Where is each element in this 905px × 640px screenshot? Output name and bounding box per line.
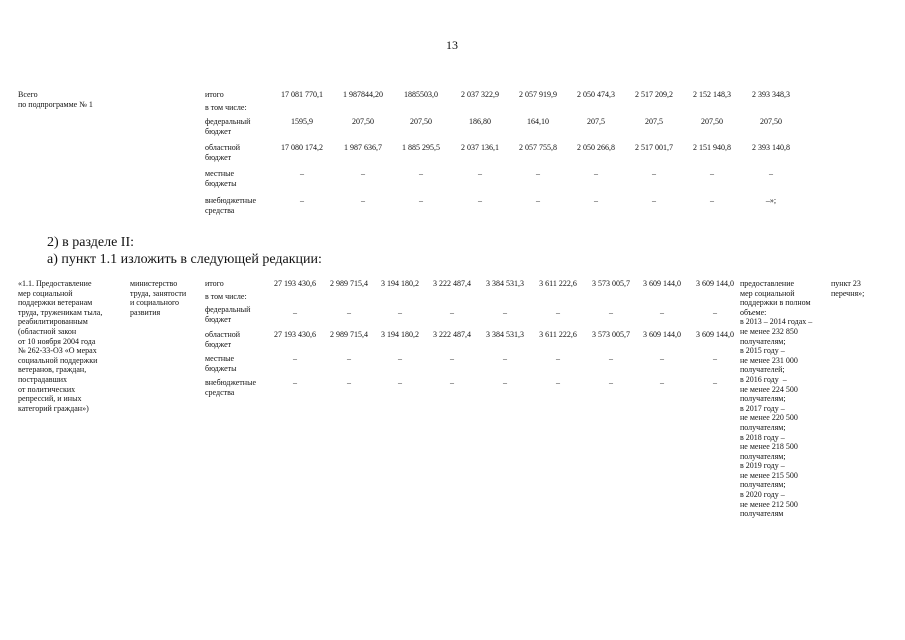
top-cell: 207,5 [587, 117, 605, 126]
top-cell: –»; [765, 196, 777, 205]
bottom-cell: – [556, 354, 560, 363]
top-cell: 207,50 [410, 117, 432, 126]
top-row-1-label: в том числе: [205, 103, 247, 112]
bottom-cell: 3 194 180,2 [381, 279, 419, 288]
top-cell: 2 393 348,3 [752, 90, 790, 99]
bottom-cell: – [347, 308, 351, 317]
top-cell: – [536, 169, 540, 178]
top-cell: – [594, 169, 598, 178]
top-cell: – [710, 169, 714, 178]
top-cell: 2 517 209,2 [635, 90, 673, 99]
bottom-cell: 3 611 222,6 [539, 279, 577, 288]
bottom-row-2-label: федеральный бюджет [205, 305, 251, 324]
bottom-cell: – [713, 354, 717, 363]
bottom-cell: 3 222 487,4 [433, 330, 471, 339]
top-cell: 186,80 [469, 117, 491, 126]
bottom-cell: – [450, 308, 454, 317]
bottom-cell: – [660, 378, 664, 387]
top-cell: 2 057 755,8 [519, 143, 557, 152]
bottom-cell: 3 611 222,6 [539, 330, 577, 339]
item-heading: а) пункт 1.1 изложить в следующей редакции: [47, 252, 322, 267]
top-cell: – [300, 196, 304, 205]
top-row-4-label: местные бюджеты [205, 169, 237, 188]
top-cell: 1 885 295,5 [402, 143, 440, 152]
top-cell: 2 517 001,7 [635, 143, 673, 152]
bottom-cell: – [347, 378, 351, 387]
top-cell: 2 050 474,3 [577, 90, 615, 99]
top-cell: 2 393 140,8 [752, 143, 790, 152]
top-cell: – [478, 196, 482, 205]
bottom-cell: 3 609 144,0 [696, 279, 734, 288]
bottom-cell: 3 194 180,2 [381, 330, 419, 339]
top-cell: – [652, 196, 656, 205]
top-cell: 2 037 136,1 [461, 143, 499, 152]
top-cell: – [419, 169, 423, 178]
bottom-cell: – [713, 308, 717, 317]
bottom-cell: – [398, 308, 402, 317]
bottom-cell: – [713, 378, 717, 387]
top-cell: – [536, 196, 540, 205]
expected-result: предоставление мер социальной поддержки в полном объеме: в 2013 – 2014 годах – не менее 232 850 получателям; в 2015 году – не менее 231 000 получателей; в 2016 году – не менее 224 500 получателям; в 2017 году – не менее 220 500 получателям; в 2018 году – не менее 218 500 получателям; в 2019 году – не менее 215 500 получателям; в 2020 году – не менее 212 500 получателям [740, 279, 813, 519]
bottom-row-5-label: внебюджетные средства [205, 378, 256, 397]
bottom-cell: – [609, 378, 613, 387]
top-cell: – [652, 169, 656, 178]
top-cell: 207,50 [352, 117, 374, 126]
bottom-cell: – [347, 354, 351, 363]
top-cell: – [594, 196, 598, 205]
bottom-cell: – [609, 308, 613, 317]
top-cell: – [769, 169, 773, 178]
top-cell: – [419, 196, 423, 205]
bottom-cell: – [293, 308, 297, 317]
top-cell: – [361, 169, 365, 178]
bottom-cell: – [556, 308, 560, 317]
bottom-row-1-label: в том числе: [205, 292, 247, 301]
section-heading: 2) в разделе II: [47, 235, 135, 250]
bottom-cell: – [293, 354, 297, 363]
bottom-cell: – [450, 378, 454, 387]
top-row-2-label: федеральный бюджет [205, 117, 251, 136]
top-cell: 207,5 [645, 117, 663, 126]
executor: министерство труда, занятости и социального развития [130, 279, 187, 317]
bottom-cell: 3 609 144,0 [696, 330, 734, 339]
top-cell: 1 987844,20 [343, 90, 383, 99]
bottom-cell: 3 573 005,7 [592, 330, 630, 339]
bottom-cell: – [556, 378, 560, 387]
bottom-row-4-label: местные бюджеты [205, 354, 237, 373]
bottom-cell: – [660, 354, 664, 363]
top-cell: – [300, 169, 304, 178]
bottom-row-3-label: областной бюджет [205, 330, 241, 349]
top-cell: 2 152 148,3 [693, 90, 731, 99]
bottom-cell: – [660, 308, 664, 317]
bottom-cell: 27 193 430,6 [274, 330, 316, 339]
bottom-cell: – [503, 354, 507, 363]
bottom-cell: 3 609 144,0 [643, 279, 681, 288]
bottom-cell: – [398, 378, 402, 387]
bottom-cell: 3 573 005,7 [592, 279, 630, 288]
top-cell: – [710, 196, 714, 205]
top-table-row-label: Всего по подпрограмме № 1 [18, 90, 93, 109]
bottom-cell: 3 609 144,0 [643, 330, 681, 339]
bottom-cell: 27 193 430,6 [274, 279, 316, 288]
list-reference: пункт 23 перечня»; [831, 279, 865, 298]
top-row-0-label: итого [205, 90, 224, 99]
bottom-cell: – [398, 354, 402, 363]
bottom-cell: 3 222 487,4 [433, 279, 471, 288]
top-cell: 17 080 174,2 [281, 143, 323, 152]
bottom-cell: – [293, 378, 297, 387]
top-cell: – [478, 169, 482, 178]
top-cell: 1885503,0 [404, 90, 438, 99]
top-cell: – [361, 196, 365, 205]
measure-description: «1.1. Предоставление мер социальной поддержки ветеранам труда, труженикам тыла, реабилитированным (областной закон от 10 ноября 2004 года № 262-33-ОЗ «О мерах социальной поддержки ветеранов, граждан, пострадавших от политических репрессий, и иных категорий граждан») [18, 279, 103, 413]
top-cell: 207,50 [760, 117, 782, 126]
bottom-cell: 3 384 531,3 [486, 330, 524, 339]
top-cell: 2 057 919,9 [519, 90, 557, 99]
bottom-cell: – [503, 308, 507, 317]
top-cell: 1 987 636,7 [344, 143, 382, 152]
bottom-cell: 2 989 715,4 [330, 330, 368, 339]
bottom-cell: 3 384 531,3 [486, 279, 524, 288]
top-cell: 17 081 770,1 [281, 90, 323, 99]
top-row-5-label: внебюджетные средства [205, 196, 256, 215]
top-cell: 2 037 322,9 [461, 90, 499, 99]
page-number: 13 [446, 38, 458, 52]
bottom-cell: – [450, 354, 454, 363]
top-cell: 207,50 [701, 117, 723, 126]
bottom-cell: – [609, 354, 613, 363]
top-cell: 2 050 266,8 [577, 143, 615, 152]
top-cell: 164,10 [527, 117, 549, 126]
bottom-cell: 2 989 715,4 [330, 279, 368, 288]
top-cell: 2 151 940,8 [693, 143, 731, 152]
bottom-cell: – [503, 378, 507, 387]
top-cell: 1595,9 [291, 117, 313, 126]
top-row-3-label: областной бюджет [205, 143, 241, 162]
bottom-row-0-label: итого [205, 279, 224, 288]
